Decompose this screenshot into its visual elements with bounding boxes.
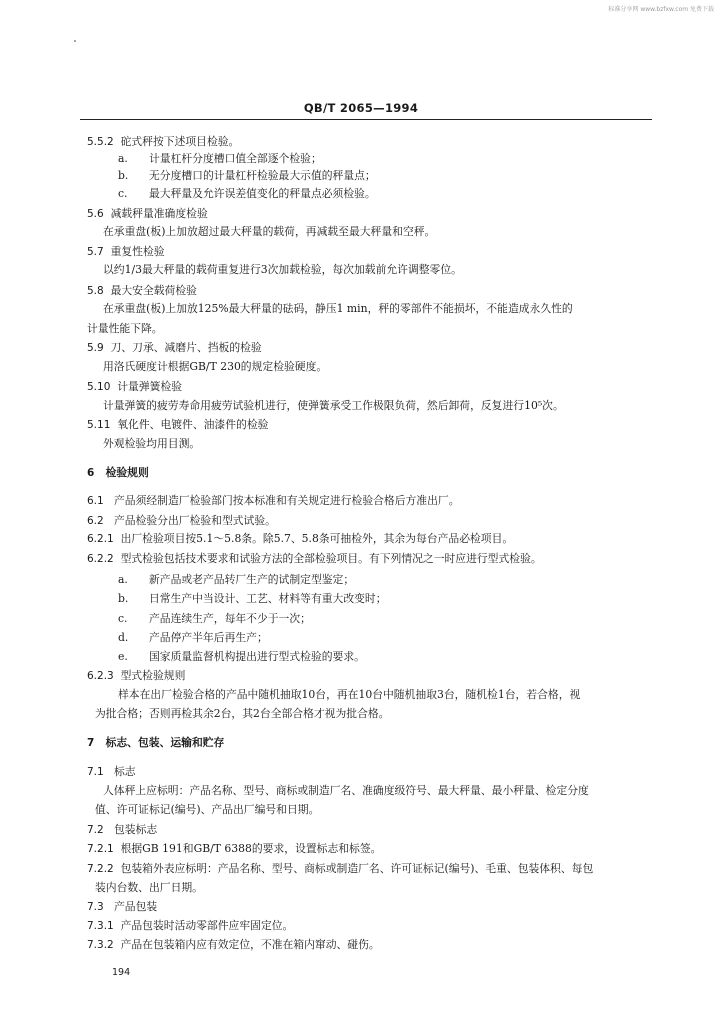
list-item: a. 新产品或老产品转厂生产的试制定型鉴定； <box>118 573 355 586</box>
paragraph-line: 在承重盘(板)上加放125%最大秤量的砝码，静压1 min，秤的零部件不能损坏，不能造成永久性的 <box>103 302 573 315</box>
section-heading: 5.9 刀、刀承、减磨片、挡板的检验 <box>87 341 262 354</box>
clause-line: 7.3.1 产品包装时活动零部件应牢固定位。 <box>87 919 294 932</box>
paragraph-line: 以约1/3最大秤量的载荷重复进行3次加载检验，每次加载前允许调整零位。 <box>103 263 462 276</box>
paragraph-line: 计量弹簧的疲劳寿命用疲劳试验机进行，使弹簧承受工作极限负荷，然后卸荷，反复进行10⁵次。 <box>103 399 564 412</box>
clause-line: 6.2.1 出厂检验项目按5.1～5.8条。除5.7、5.8条可抽检外，其余为每台产品必检项目。 <box>87 532 514 545</box>
list-item: a. 计量杠杆分度槽口值全部逐个检验； <box>118 152 322 165</box>
clause-line: 7.2.1 根据GB 191和GB/T 6388的要求，设置标志和标签。 <box>87 842 382 855</box>
scan-speck <box>74 40 76 42</box>
list-item: c. 产品连续生产，每年不少于一次； <box>118 612 311 625</box>
clause-line: 7.3.2 产品在包装箱内应有效定位，不准在箱内窜动、碰伤。 <box>87 938 380 951</box>
paragraph-line: 装内台数、出厂日期。 <box>95 881 203 894</box>
paragraph-line: 值、许可证标记(编号)、产品出厂编号和日期。 <box>95 803 320 816</box>
paragraph-line: 用洛氏硬度计根据GB/T 230的规定检验硬度。 <box>103 360 328 373</box>
section-heading: 5.11 氧化件、电镀件、油漆件的检验 <box>87 418 269 431</box>
watermark-text: 标准分享网 www.bzfxw.com 免费下载 <box>608 6 714 13</box>
list-item: d. 产品停产半年后再生产； <box>118 631 268 644</box>
paragraph-line: 外观检验均用目测。 <box>103 437 201 450</box>
section-heading: 5.7 重复性检验 <box>87 245 165 258</box>
paragraph-line: 人体秤上应标明：产品名称、型号、商标或制造厂名、准确度级符号、最大秤量、最小秤量、检定分度 <box>103 784 589 797</box>
section-heading: 7.1 标志 <box>87 765 136 778</box>
document-header: QB/T 2065—1994 <box>303 101 419 115</box>
clause-line: 7.2.2 包装箱外表应标明：产品名称、型号、商标或制造厂名、许可证标记(编号)、毛重、包装体积、每包 <box>87 862 594 875</box>
section-heading: 5.10 计量弹簧检验 <box>87 380 183 393</box>
clause-line: 6.2 产品检验分出厂检验和型式试验。 <box>87 514 276 527</box>
list-item: b. 日常生产中当设计、工艺、材料等有重大改变时； <box>118 592 387 605</box>
section-heading: 7.3 产品包装 <box>87 900 158 913</box>
clause-line: 6.2.3 型式检验规则 <box>87 669 186 682</box>
section-heading: 5.8 最大安全载荷检验 <box>87 284 197 297</box>
list-item: c. 最大秤量及允许误差值变化的秤量点必须检验。 <box>118 187 376 200</box>
list-item: b. 无分度槽口的计量杠杆检验最大示值的秤量点； <box>118 169 376 182</box>
page-number: 194 <box>112 967 131 978</box>
paragraph-line: 为批合格；否则再检其余2台，其2台全部合格才视为批合格。 <box>95 707 390 720</box>
section-heading: 7.2 包装标志 <box>87 823 158 836</box>
clause-line: 6.1 产品须经制造厂检验部门按本标准和有关规定进行检验合格后方准出厂。 <box>87 494 460 507</box>
chapter-heading: 6 检验规则 <box>87 466 149 479</box>
paragraph-line: 计量性能下降。 <box>87 322 163 335</box>
chapter-heading: 7 标志、包装、运输和贮存 <box>87 736 225 749</box>
clause-line: 5.5.2 砣式秤按下述项目检验。 <box>87 135 240 148</box>
section-heading: 5.6 减载秤量准确度检验 <box>87 207 208 220</box>
list-item: e. 国家质量监督机构提出进行型式检验的要求。 <box>118 650 365 663</box>
clause-line: 6.2.2 型式检验包括技术要求和试验方法的全部检验项目。有下列情况之一时应进行型式检验。 <box>87 552 542 565</box>
header-rule <box>80 119 652 120</box>
paragraph-line: 样本在出厂检验合格的产品中随机抽取10台，再在10台中随机抽取3台，随机检1台，若合格，视 <box>118 688 581 701</box>
paragraph-line: 在承重盘(板)上加放超过最大秤量的载荷，再减载至最大秤量和空秤。 <box>103 225 436 238</box>
